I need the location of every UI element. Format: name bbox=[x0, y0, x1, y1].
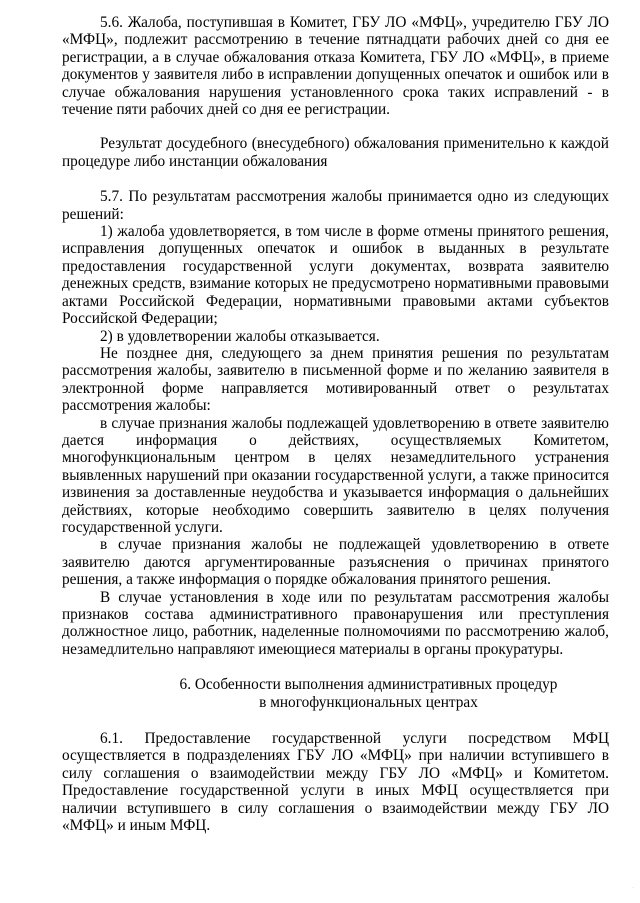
paragraph-5-6: 5.6. Жалоба, поступившая в Комитет, ГБУ ЛО «МФЦ», учредителю ГБУ ЛО «МФЦ», подлежит рассмотрению в течение пятнадцати рабочих дней со дня ее регистрации, а в случае обжалования отказа Комитета, ГБУ ЛО «МФЦ», в приеме документов у заявителя либо в исправлении допущенных опечаток и ошибок или в случае обжалования нарушения установленного срока таких исправлений - в течение пяти рабочих дней со дня ее регистрации. bbox=[62, 14, 609, 119]
paragraph-violation-found: В случае установления в ходе или по результатам рассмотрения жалобы признаков состава административного правонарушения или преступления должностное лицо, работник, наделенные полномочиями по рассмотрению жалоб, незамедлительно направляют имеющиеся материалы в органы прокуратуры. bbox=[62, 588, 609, 658]
paragraph-6-1: 6.1. Предоставление государственной услуги посредством МФЦ осуществляется в подразделениях ГБУ ЛО «МФЦ» при наличии вступившего в силу соглашения о взаимодействии между ГБУ ЛО «МФЦ» и Комитетом. Предоставление государственной услуги в иных МФЦ осуществляется при наличии вступившего в силу соглашения о взаимодействии между ГБУ ЛО «МФЦ» и иным МФЦ. bbox=[62, 730, 609, 835]
list-item-2: 2) в удовлетворении жалобы отказывается. bbox=[100, 327, 380, 345]
paragraph-5-7: 5.7. По результатам рассмотрения жалобы принимается одно из следующих решений: bbox=[62, 188, 609, 223]
paragraph-response-deadline: Не позднее дня, следующего за днем принятия решения по результатам рассмотрения жалобы, заявителю в письменной форме и по желанию заявителя в электронной форме направляется мотивированный ответ о результатах рассмотрения жалобы: bbox=[62, 344, 609, 415]
corner-mark: . bbox=[632, 882, 634, 890]
list-item-1: 1) жалоба удовлетворяется, в том числе в форме отмены принятого решения, исправления допущенных опечаток и ошибок в выданных в результате предоставления государственной услуги документах, возврата заявителю денежных средств, взимание которых не предусмотрено нормативными правовыми актами Российской Федерации, нормативными правовыми актами субъектов Российской Федерации; bbox=[62, 223, 609, 328]
paragraph-appeal-result: Результат досудебного (внесудебного) обжалования применительно к каждой процедуре либо инстанции обжалования bbox=[62, 135, 609, 170]
section-6-heading-line-2: в многофункциональных центрах bbox=[259, 693, 478, 711]
paragraph-complaint-rejected: в случае признания жалобы не подлежащей удовлетворению в ответе заявителю даются аргументированные разъяснения о причинах принятого решения, а также информация о порядке обжалования принятого решения. bbox=[62, 536, 609, 589]
section-6-heading bbox=[62, 676, 609, 711]
paragraph-complaint-satisfied: в случае признания жалобы подлежащей удовлетворению в ответе заявителю дается информация о действиях, осуществляемых Комитетом, многофункциональным центром в целях незамедлительного устранения выявленных нарушений при оказании государственной услуги, а также приносится извинения за доставленные неудобства и указывается информация о дальнейших действиях, которые необходимо совершить заявителю в целях получения государственной услуги. bbox=[62, 414, 609, 536]
section-6-heading-line-1: 6. Особенности выполнения административных процедур bbox=[179, 676, 558, 694]
